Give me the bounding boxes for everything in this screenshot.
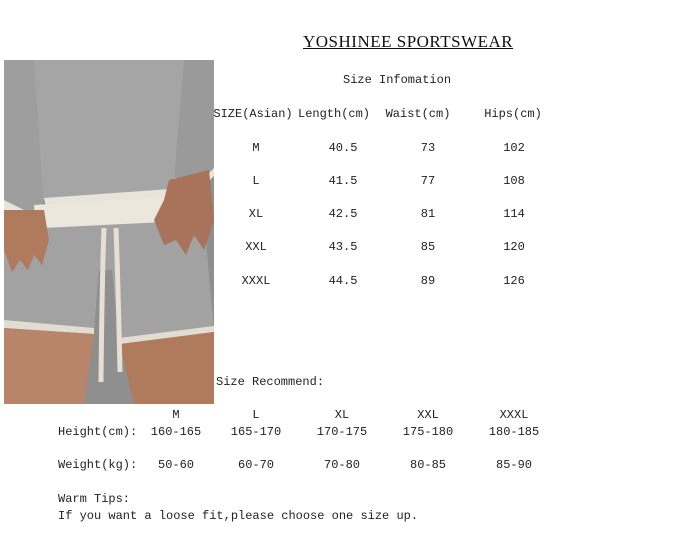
table-cell: XXL xyxy=(245,240,267,254)
size-info-heading: Size Infomation xyxy=(343,73,452,87)
drawcord-left xyxy=(101,228,104,382)
table-cell: L xyxy=(252,174,260,188)
shorts-model-illustration xyxy=(4,60,214,404)
col-waist: Waist(cm) xyxy=(385,107,451,121)
table-cell: 40.5 xyxy=(328,141,358,155)
table-cell: 120 xyxy=(503,240,525,254)
recommend-size: XXL xyxy=(417,408,439,422)
warm-tips-text: If you want a loose fit,please choose one size up. xyxy=(58,509,419,523)
table-cell: M xyxy=(252,141,260,155)
weight-range: 70-80 xyxy=(323,458,361,472)
table-cell: 126 xyxy=(503,274,525,288)
table-cell: 102 xyxy=(503,141,525,155)
col-length: Length(cm) xyxy=(297,107,371,121)
weight-label: Weight(kg): xyxy=(58,458,138,472)
recommend-size: XL xyxy=(334,408,350,422)
height-label: Height(cm): xyxy=(58,425,138,439)
weight-range: 60-70 xyxy=(237,458,275,472)
height-range: 175-180 xyxy=(402,425,454,439)
height-range: 160-165 xyxy=(150,425,202,439)
table-cell: 108 xyxy=(503,174,525,188)
recommend-size: XXXL xyxy=(499,408,529,422)
weight-range: 85-90 xyxy=(495,458,533,472)
col-size: SIZE(Asian) xyxy=(213,107,293,121)
table-cell: XL xyxy=(248,207,264,221)
left-leg xyxy=(4,328,94,404)
recommend-size: M xyxy=(172,408,180,422)
size-recommend-heading: Size Recommend: xyxy=(216,375,325,389)
table-cell: 41.5 xyxy=(328,174,358,188)
height-range: 165-170 xyxy=(230,425,282,439)
height-range: 170-175 xyxy=(316,425,368,439)
table-cell: 81 xyxy=(420,207,436,221)
col-hips: Hips(cm) xyxy=(484,107,542,121)
brand-title: YOSHINEE SPORTSWEAR xyxy=(303,32,514,51)
warm-tips-heading: Warm Tips: xyxy=(58,492,131,506)
weight-range: 80-85 xyxy=(409,458,447,472)
table-cell: 114 xyxy=(503,207,525,221)
table-cell: 89 xyxy=(420,274,436,288)
table-cell: 77 xyxy=(420,174,436,188)
table-cell: 44.5 xyxy=(328,274,358,288)
height-range: 180-185 xyxy=(488,425,540,439)
table-cell: 42.5 xyxy=(328,207,358,221)
right-leg xyxy=(120,332,214,404)
left-hand xyxy=(4,210,49,272)
weight-range: 50-60 xyxy=(157,458,195,472)
table-cell: 43.5 xyxy=(328,240,358,254)
table-cell: 85 xyxy=(420,240,436,254)
table-cell: XXXL xyxy=(241,274,271,288)
product-photo xyxy=(4,60,214,404)
table-cell: 73 xyxy=(420,141,436,155)
recommend-size: L xyxy=(252,408,260,422)
